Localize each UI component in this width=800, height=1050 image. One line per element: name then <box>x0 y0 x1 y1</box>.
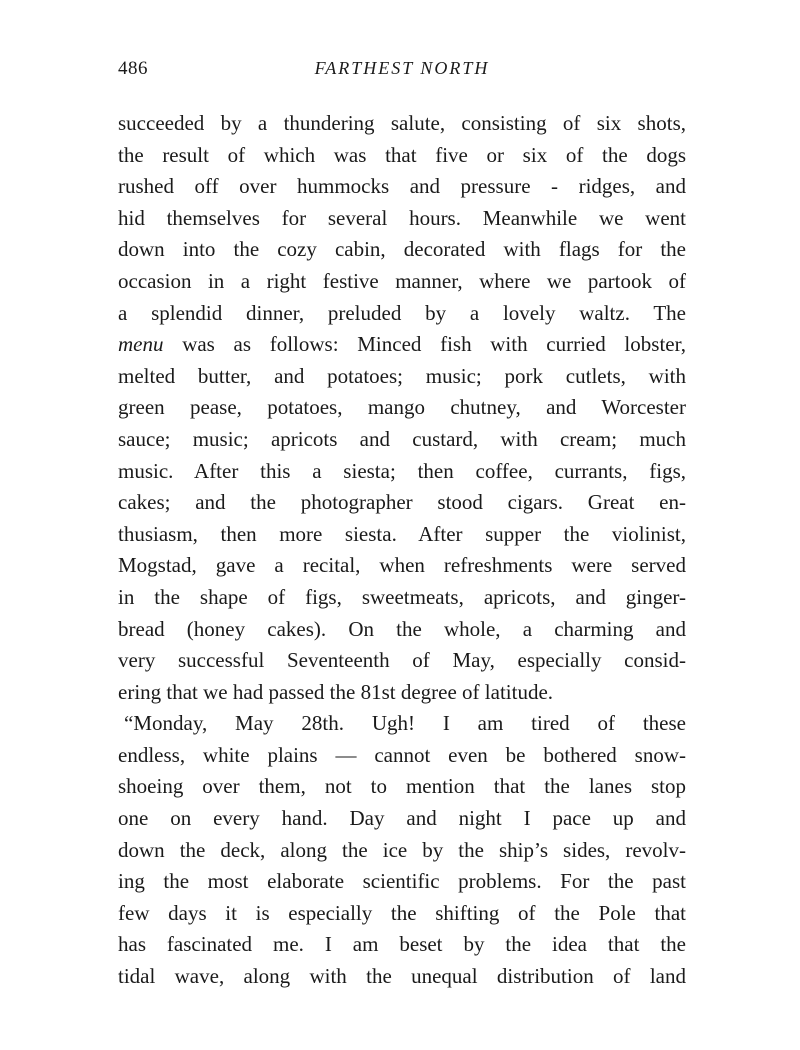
text-line-with-italic <box>118 329 686 361</box>
text-line: shoeing over them, not to mention that the lanes stop <box>118 774 686 799</box>
text-line: sauce; music; apricots and custard, with cream; much <box>118 426 686 451</box>
text-line: one on every hand. Day and night I pace up and <box>118 806 686 831</box>
running-head <box>118 58 686 86</box>
text-line: bread (honey cakes). On the whole, a charming and <box>118 616 686 641</box>
text-line: music. After this a siesta; then coffee, currants, figs, <box>118 458 686 483</box>
text-line: down the deck, along the ice by the ship’s sides, revolv- <box>118 837 686 862</box>
text-line: thusiasm, then more siesta. After supper the violinist, <box>118 521 686 546</box>
text-line: hid themselves for several hours. Meanwhile we went <box>118 205 686 230</box>
text-line-paragraph-start: “Monday, May 28th. Ugh! I am tired of these <box>124 711 686 736</box>
text-line: a splendid dinner, preluded by a lovely waltz. The <box>118 300 686 325</box>
text-line: tidal wave, along with the unequal distribution of land <box>118 964 686 989</box>
running-title: FARTHEST NORTH <box>314 58 490 78</box>
text-line: in the shape of figs, sweetmeats, apricots, and ginger- <box>118 584 686 609</box>
text-line: the result of which was that five or six of the dogs <box>118 142 686 167</box>
text-line-rest: was as follows: Minced fish with curried lobster, <box>163 332 686 357</box>
text-line: green pease, potatoes, mango chutney, and Worcester <box>118 395 686 420</box>
italic-word-menu: menu <box>118 332 164 357</box>
text-line: cakes; and the photographer stood cigars. Great en- <box>118 490 686 515</box>
text-line: melted butter, and potatoes; music; pork cutlets, with <box>118 363 686 388</box>
text-line: rushed off over hummocks and pressure - ridges, and <box>118 174 686 199</box>
text-line: has fascinated me. I am beset by the idea that the <box>118 932 686 957</box>
text-line: succeeded by a thundering salute, consisting of six shots, <box>118 111 686 135</box>
text-line-paragraph-end: ering that we had passed the 81st degree of latitude. <box>118 679 554 704</box>
text-line: endless, white plains — cannot even be bothered snow- <box>118 742 686 767</box>
text-line: occasion in a right festive manner, where we partook of <box>118 268 686 293</box>
text-line: Mogstad, gave a recital, when refreshments were served <box>118 553 686 578</box>
body-text <box>118 108 686 993</box>
text-line: down into the cozy cabin, decorated with flags for the <box>118 237 686 262</box>
text-line: few days it is especially the shifting of the Pole that <box>118 900 686 925</box>
text-line: ing the most elaborate scientific problems. For the past <box>118 869 686 894</box>
text-line: very successful Seventeenth of May, especially consid- <box>118 648 686 673</box>
page-number: 486 <box>118 58 148 79</box>
